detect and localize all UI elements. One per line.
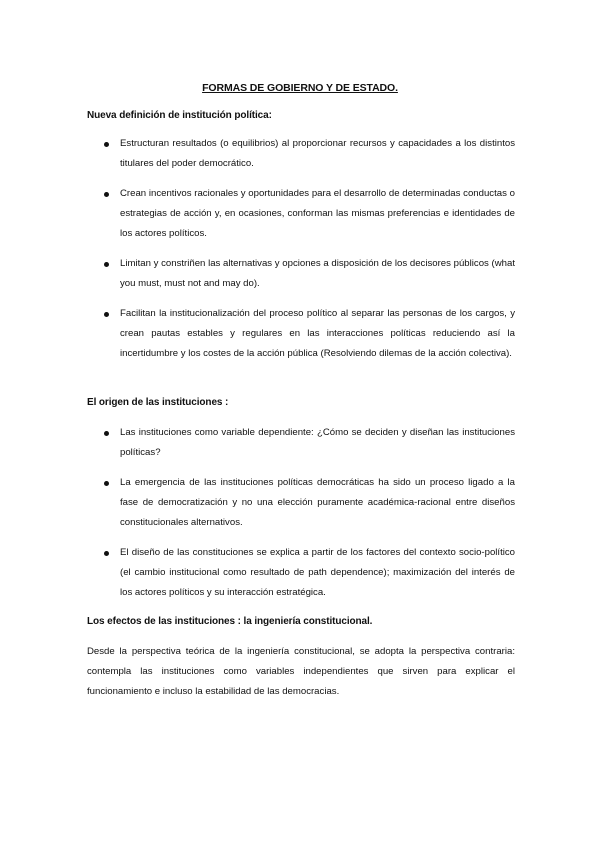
bullet-icon — [104, 551, 109, 556]
list-item: El diseño de las constituciones se explica a partir de los factores del contexto socio-político (el cambio institucional como resultado de path dependence); maximización del interés de los actores políticos y su interacción estratégica. — [87, 543, 515, 603]
section-heading-definition: Nueva definición de institución política: — [87, 110, 272, 121]
list-item: Crean incentivos racionales y oportunidades para el desarrollo de determinadas conductas o estrategias de acción y, en ocasiones, conforman las mismas preferencias e identidades de los actores políticos. — [87, 184, 515, 244]
bullet-icon — [104, 481, 109, 486]
list-item: La emergencia de las instituciones políticas democráticas ha sido un proceso ligado a la fase de democratización y no una elección puramente académica-racional entre diseños constitucionales alternativos. — [87, 473, 515, 533]
document-title: FORMAS DE GOBIERNO Y DE ESTADO. — [202, 82, 398, 94]
origin-list — [87, 423, 515, 603]
effects-paragraph: Desde la perspectiva teórica de la ingeniería constitucional, se adopta la perspectiva contraria: contempla las instituciones como variables independientes que sirven para explicar el funcionamiento e incluso la estabilidad de las democracias. — [87, 646, 515, 697]
definition-list — [87, 134, 515, 364]
section-heading-origin: El origen de las instituciones : — [87, 397, 229, 408]
bullet-icon — [104, 431, 109, 436]
list-item: Las instituciones como variable dependiente: ¿Cómo se deciden y diseñan las instituciones políticas? — [87, 423, 515, 463]
bullet-icon — [104, 192, 109, 197]
list-item: Estructuran resultados (o equilibrios) al proporcionar recursos y capacidades a los distintos titulares del poder democrático. — [87, 134, 515, 174]
bullet-icon — [104, 142, 109, 147]
list-item: Limitan y constriñen las alternativas y opciones a disposición de los decisores públicos (what you must, must not and may do). — [87, 254, 515, 294]
section-heading-effects: Los efectos de las instituciones : la ingeniería constitucional. — [87, 616, 373, 627]
bullet-icon — [104, 312, 109, 317]
list-item: Facilitan la institucionalización del proceso político al separar las personas de los cargos, y crean pautas estables y regulares en las interacciones políticas reduciendo así la incertidumbre y los costes de la acción pública (Resolviendo dilemas de la acción colectiva). — [87, 304, 515, 364]
bullet-icon — [104, 262, 109, 267]
